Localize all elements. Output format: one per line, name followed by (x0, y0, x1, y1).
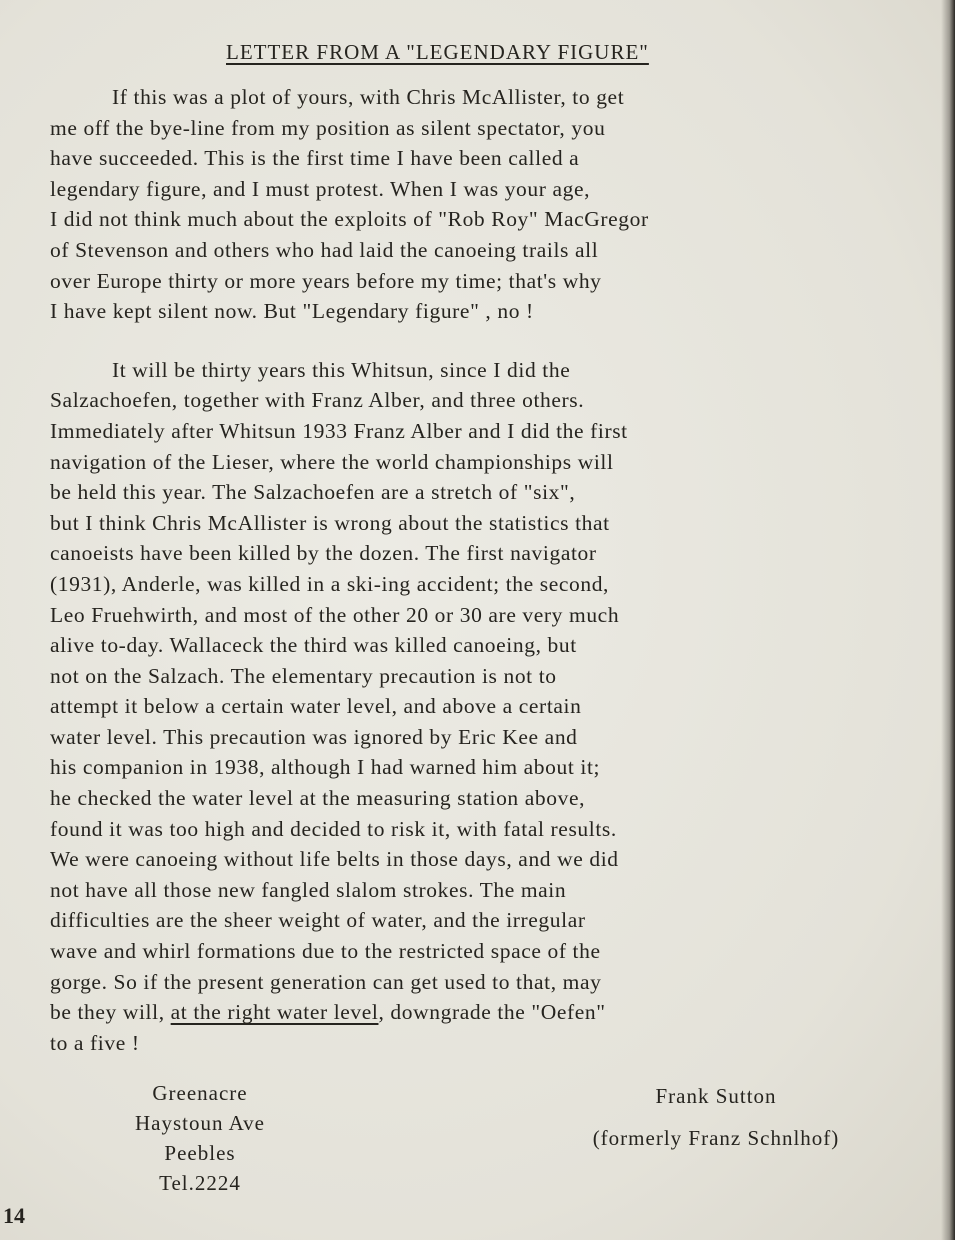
paragraph-2 (50, 355, 900, 1059)
binding-edge-shadow (941, 0, 955, 1240)
text-line: his companion in 1938, although I had warned him about it; (50, 755, 601, 780)
text-line: I have kept silent now. But "Legendary figure" , no ! (50, 299, 534, 324)
text-line: of Stevenson and others who had laid the canoeing trails all (50, 237, 599, 262)
text-line: canoeists have been killed by the dozen. The first navigator (50, 541, 597, 566)
address-line: Peebles (164, 1141, 236, 1165)
text-line: not have all those new fangled slalom strokes. The main (50, 877, 567, 902)
address-line: Haystoun Ave (134, 1111, 265, 1135)
text-line: alive to-day. Wallaceck the third was killed canoeing, but (50, 633, 577, 658)
text-line: gorge. So if the present generation can get used to that, may (50, 969, 602, 994)
text-line: be held this year. The Salzachoefen are a stretch of "six", (50, 480, 576, 505)
text-line-underlined (50, 997, 900, 1028)
text-line: (1931), Anderle, was killed in a ski-ing accident; the second, (50, 571, 610, 596)
text-line: he checked the water level at the measuring station above, (50, 786, 586, 811)
text-line: If this was a plot of yours, with Chris McAllister, to get (112, 85, 625, 109)
signer-former-name: (formerly Franz Schnlhof) (592, 1126, 840, 1150)
text-line: to a five ! (50, 1030, 140, 1055)
text-line: Leo Fruehwirth, and most of the other 20 or 30 are very much (50, 602, 620, 627)
signer-name: Frank Sutton (655, 1084, 777, 1108)
text-line: Immediately after Whitsun 1933 Franz Alber and I did the first (50, 418, 628, 443)
text-line: have succeeded. This is the first time I have been called a (50, 146, 580, 171)
text-line: Salzachoefen, together with Franz Alber, and three others. (50, 388, 585, 413)
letter-title: LETTER FROM A "LEGENDARY FIGURE" (226, 40, 649, 64)
paragraph-1 (50, 82, 900, 327)
sender-address (100, 1078, 300, 1198)
text-segment: , downgrade the "Oefen" (378, 1000, 606, 1025)
text-line: not on the Salzach. The elementary precaution is not to (50, 663, 557, 688)
text-line: water level. This precaution was ignored by Eric Kee and (50, 724, 578, 749)
text-line: but I think Chris McAllister is wrong about the statistics that (50, 510, 610, 535)
text-line: found it was too high and decided to risk it, with fatal results. (50, 816, 617, 841)
text-line: difficulties are the sheer weight of water, and the irregular (50, 908, 586, 933)
text-segment: be they will, (50, 1000, 171, 1025)
underlined-phrase: at the right water level (170, 1000, 379, 1025)
text-line: over Europe thirty or more years before my time; that's why (50, 268, 602, 293)
address-line: Greenacre (152, 1081, 248, 1105)
text-line: I did not think much about the exploits of "Rob Roy" MacGregor (50, 207, 649, 232)
page-number: 14 (3, 1203, 25, 1228)
text-line: navigation of the Lieser, where the world championships will (50, 449, 614, 474)
signature-block (536, 1084, 896, 1151)
text-line: It will be thirty years this Whitsun, since I did the (112, 357, 571, 382)
text-line: wave and whirl formations due to the restricted space of the (50, 939, 601, 964)
address-line: Tel.2224 (159, 1171, 241, 1195)
text-line: attempt it below a certain water level, and above a certain (50, 694, 582, 719)
text-line: me off the bye-line from my position as silent spectator, you (50, 115, 606, 140)
text-line: We were canoeing without life belts in those days, and we did (50, 847, 619, 872)
text-line: legendary figure, and I must protest. When I was your age, (50, 176, 591, 201)
letter-body (50, 82, 900, 1058)
